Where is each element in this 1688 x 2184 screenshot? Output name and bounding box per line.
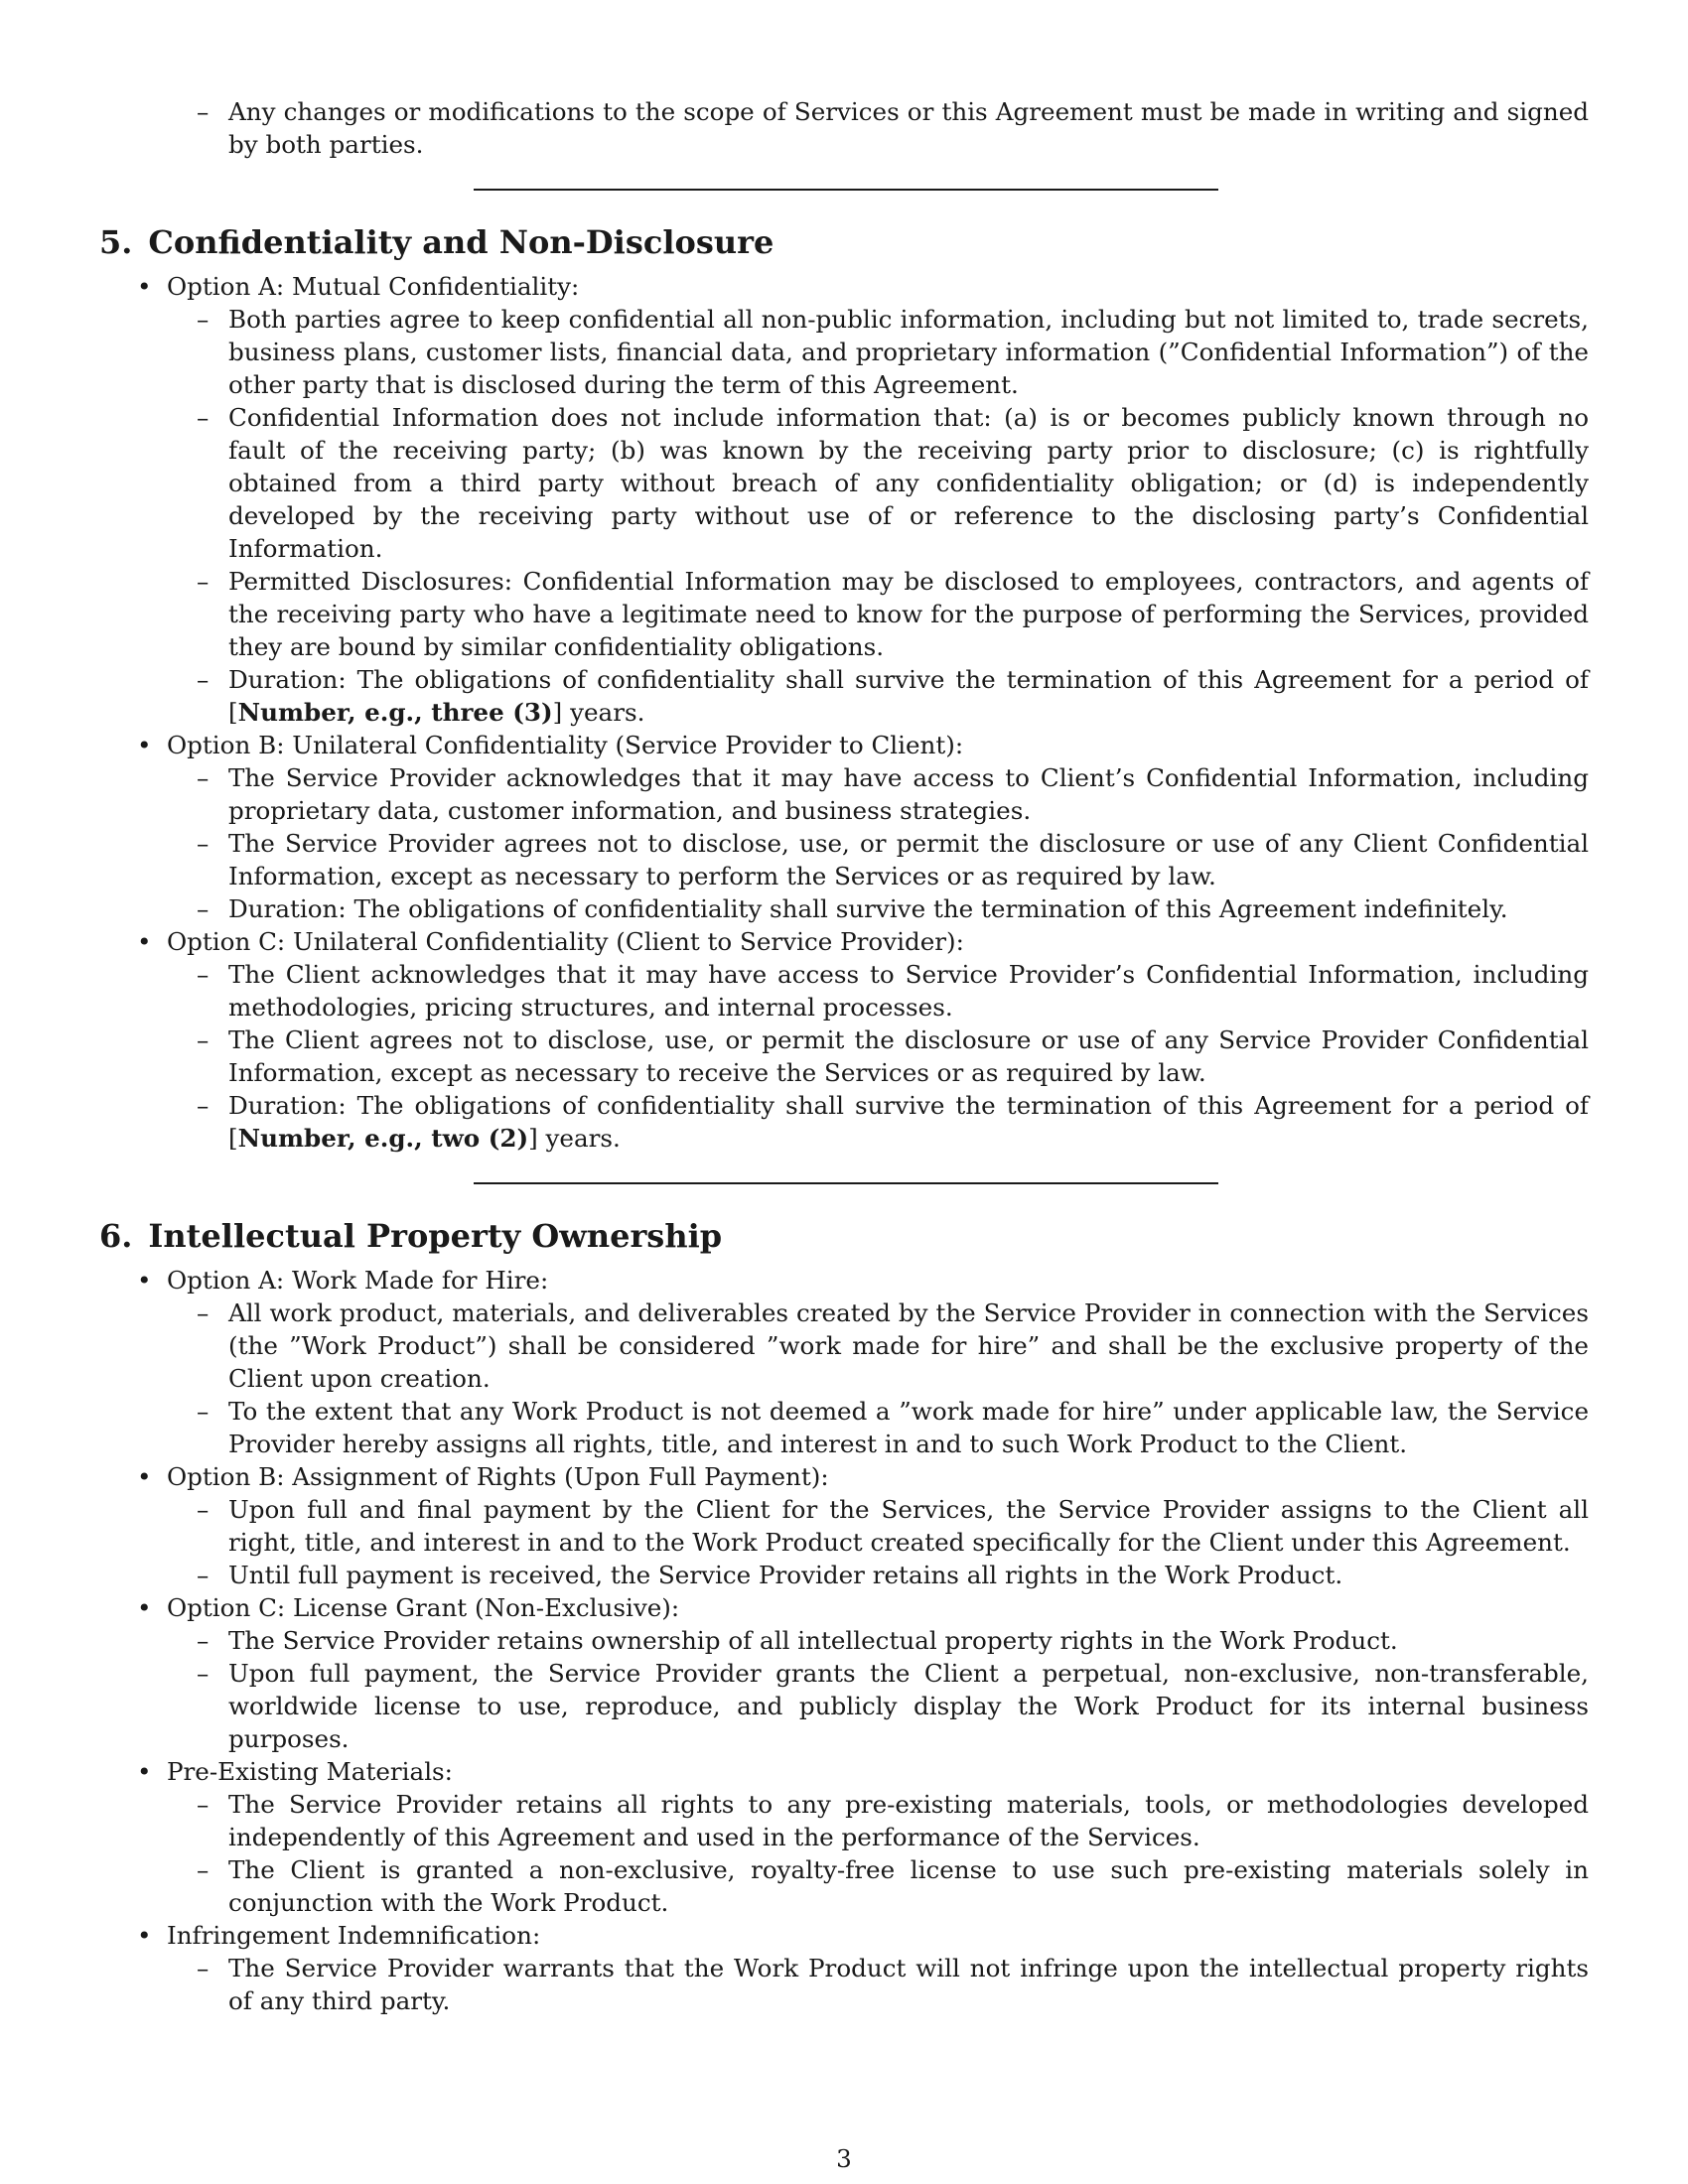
dash-marker: –: [197, 1626, 210, 1655]
list-item: [99, 1395, 1589, 1460]
list-item-text: All work product, materials, and deliverables created by the Service Provider in connection with the Services (the ”Work Product”) shall be considered ”work made for hire” and shall be the exclusive property of the Client upon creation.: [228, 1298, 1589, 1393]
option-a: [99, 270, 1589, 303]
dash-marker: –: [197, 403, 210, 432]
option-a: [99, 1264, 1589, 1297]
bullet-marker: •: [137, 927, 152, 956]
list-item-text: Upon full and final payment by the Client for the Services, the Service Provider assigns to the Client all right, title, and interest in and to the Work Product created specifically for the Client under this Agreement.: [228, 1495, 1589, 1557]
option-c: [99, 925, 1589, 958]
bullet-marker: •: [137, 1593, 152, 1622]
dash-marker: –: [197, 1790, 210, 1819]
list-item: [99, 1624, 1589, 1657]
section-5-title: Confidentiality and Non-Disclosure: [148, 223, 774, 261]
document-page: [99, 95, 1589, 2017]
list-item-text-post: ] years.: [552, 698, 645, 727]
list-item-text: The Service Provider retains all rights to any pre-existing materials, tools, or methodologies developed independently of this Agreement and used in the performance of the Services.: [228, 1790, 1589, 1851]
list-item-text: The Service Provider retains ownership of all intellectual property rights in the Work Product.: [228, 1626, 1398, 1655]
dash-marker: –: [197, 960, 210, 989]
section-6-title: Intellectual Property Ownership: [148, 1217, 723, 1255]
option-label: Option A: Work Made for Hire:: [167, 1266, 549, 1295]
bullet-marker: •: [137, 272, 152, 301]
list-item-text: The Client acknowledges that it may have access to Service Provider’s Confidential Information, including methodologies, pricing structures, and internal processes.: [228, 960, 1589, 1022]
list-item-text: Upon full payment, the Service Provider grants the Client a perpetual, non-exclusive, non-transferable, worldwide license to use, reproduce, and publicly display the Work Product for its internal business purposes.: [228, 1659, 1589, 1753]
section-divider: [474, 1182, 1218, 1184]
option-c: [99, 1591, 1589, 1624]
placeholder-number: Number, e.g., three (3): [237, 698, 553, 727]
option-b: [99, 729, 1589, 761]
list-item: [99, 1493, 1589, 1559]
option-label: Option C: License Grant (Non-Exclusive):: [167, 1593, 680, 1622]
pre-existing-materials: [99, 1755, 1589, 1788]
list-item: [99, 1089, 1589, 1155]
list-item: [99, 565, 1589, 663]
bullet-marker: •: [137, 1266, 152, 1295]
list-item-text: The Service Provider agrees not to disclose, use, or permit the disclosure or use of any Client Confidential Information, except as necessary to perform the Services or as required by law.: [228, 829, 1589, 890]
list-item-text: To the extent that any Work Product is not deemed a ”work made for hire” under applicable law, the Service Provider hereby assigns all rights, title, and interest in and to such Work Product to the Client.: [228, 1397, 1589, 1458]
bullet-marker: •: [137, 1757, 152, 1786]
list-item-text: Confidential Information does not include information that: (a) is or becomes publicly known through no fault of the receiving party; (b) was known by the receiving party prior to disclosure; (c) is rightfully obtained from a third party without breach of any confidentiality obligation; or (d) is independently developed by the receiving party without use of or reference to the disclosing party’s Confidential Information.: [228, 403, 1589, 563]
dash-marker: –: [197, 829, 210, 858]
list-item-text-post: ] years.: [528, 1124, 621, 1153]
list-item: [99, 1952, 1589, 2017]
list-item-text: The Service Provider warrants that the Work Product will not infringe upon the intellectual property rights of any third party.: [228, 1954, 1589, 2015]
placeholder-number: Number, e.g., two (2): [237, 1124, 529, 1153]
section-6-options: [99, 1264, 1589, 2017]
dash-marker: –: [197, 1397, 210, 1426]
section-divider: [474, 189, 1218, 191]
carryover-list: [99, 95, 1589, 161]
dash-marker: –: [197, 763, 210, 792]
dash-marker: –: [197, 1561, 210, 1589]
list-item: [99, 892, 1589, 925]
dash-marker: –: [197, 665, 210, 694]
dash-marker: –: [197, 1025, 210, 1054]
list-item-text: Permitted Disclosures: Confidential Information may be disclosed to employees, contractors, and agents of the receiving party who have a legitimate need to know for the purpose of performing the Services, provided they are bound by similar confidentiality obligations.: [228, 567, 1589, 661]
dash-marker: –: [197, 1091, 210, 1120]
dash-marker: –: [197, 1298, 210, 1327]
section-5-options: [99, 270, 1589, 1155]
list-item: [99, 958, 1589, 1024]
dash-marker: –: [197, 305, 210, 334]
list-item-text: The Client is granted a non-exclusive, royalty-free license to use such pre-existing materials solely in conjunction with the Work Product.: [228, 1855, 1589, 1917]
list-item: [99, 401, 1589, 565]
option-label: Option C: Unilateral Confidentiality (Client to Service Provider):: [167, 927, 964, 956]
list-item: [99, 761, 1589, 827]
dash-marker: –: [197, 567, 210, 596]
list-item: [99, 663, 1589, 729]
dash-marker: –: [197, 894, 210, 923]
list-item-text: The Client agrees not to disclose, use, or permit the disclosure or use of any Service Provider Confidential Information, except as necessary to receive the Services or as required by law.: [228, 1025, 1589, 1087]
dash-marker: –: [197, 1659, 210, 1688]
option-label: Option B: Unilateral Confidentiality (Service Provider to Client):: [167, 731, 964, 759]
section-5-number: 5.: [99, 223, 133, 261]
list-item: [99, 1297, 1589, 1395]
list-item: [99, 1788, 1589, 1853]
bullet-marker: •: [137, 731, 152, 759]
section-6-heading: [99, 1216, 1589, 1256]
list-item: [99, 1853, 1589, 1919]
list-item-text: Any changes or modifications to the scope of Services or this Agreement must be made in writing and signed by both parties.: [228, 97, 1589, 159]
section-6-number: 6.: [99, 1217, 133, 1255]
list-item: [99, 1657, 1589, 1755]
option-label: Option B: Assignment of Rights (Upon Full Payment):: [167, 1462, 829, 1491]
option-label: Option A: Mutual Confidentiality:: [167, 272, 580, 301]
section-5-heading: [99, 222, 1589, 262]
option-b: [99, 1460, 1589, 1493]
list-item-text: Duration: The obligations of confidentiality shall survive the termination of this Agreement indefinitely.: [228, 894, 1508, 923]
dash-marker: –: [197, 97, 210, 126]
list-item: [99, 303, 1589, 401]
list-item-text: The Service Provider acknowledges that it may have access to Client’s Confidential Information, including proprietary data, customer information, and business strategies.: [228, 763, 1589, 825]
list-item: [99, 827, 1589, 892]
list-item-text: Until full payment is received, the Service Provider retains all rights in the Work Product.: [228, 1561, 1343, 1589]
dash-marker: –: [197, 1954, 210, 1982]
list-item-text: Both parties agree to keep confidential all non-public information, including but not limited to, trade secrets, business plans, customer lists, financial data, and proprietary information (”Confidential Information”) of the other party that is disclosed during the term of this Agreement.: [228, 305, 1589, 399]
list-item: [99, 1024, 1589, 1089]
list-item-text-pre: Duration: The obligations of confidentiality shall survive the termination of this Agreement for a period of [: [228, 665, 1589, 727]
option-label: Pre-Existing Materials:: [167, 1757, 453, 1786]
bullet-marker: •: [137, 1921, 152, 1950]
list-item: [99, 1559, 1589, 1591]
dash-marker: –: [197, 1495, 210, 1524]
option-label: Infringement Indemnification:: [167, 1921, 541, 1950]
list-item: [99, 95, 1589, 161]
list-item-text-pre: Duration: The obligations of confidentiality shall survive the termination of this Agreement for a period of [: [228, 1091, 1589, 1153]
infringement-indemnification: [99, 1919, 1589, 1952]
dash-marker: –: [197, 1855, 210, 1884]
page-number: 3: [836, 2144, 852, 2173]
bullet-marker: •: [137, 1462, 152, 1491]
